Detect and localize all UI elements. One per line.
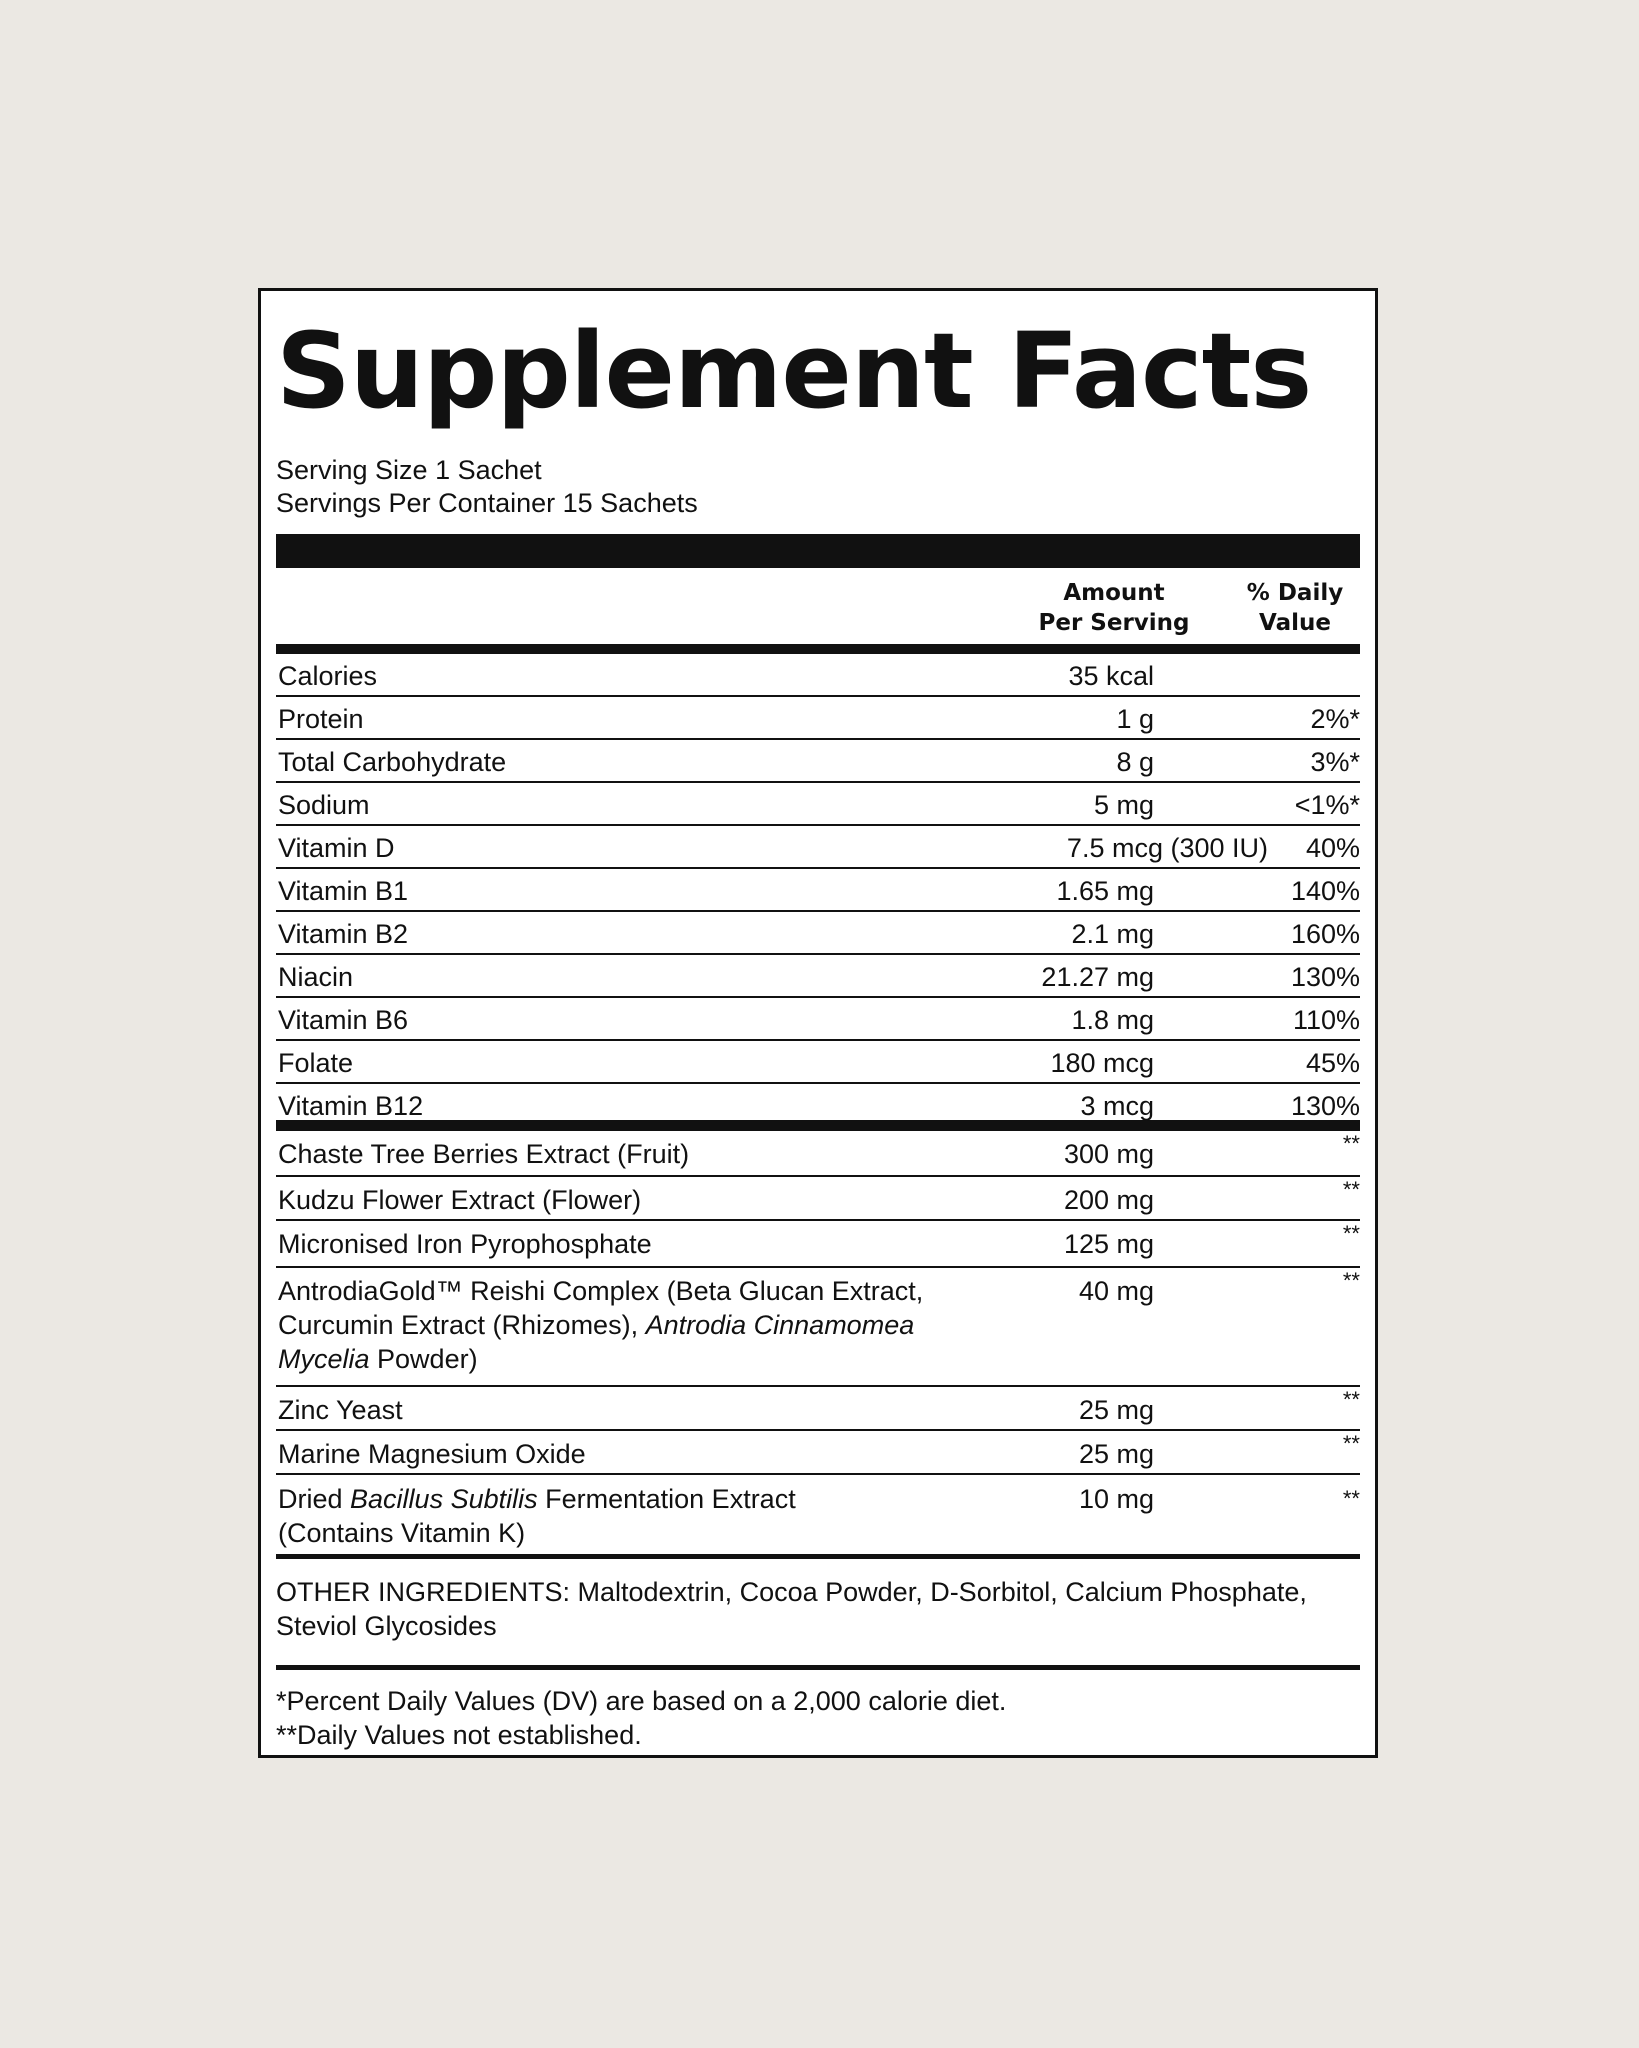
footnote-not-established: **Daily Values not established. xyxy=(276,1720,642,1750)
amount-header xyxy=(1034,578,1194,638)
nutrient-dv: 40% xyxy=(1305,833,1360,863)
nutrient-amount: 2.1 mg xyxy=(1071,919,1154,949)
ingredient-name-text: AntrodiaGold™ Reishi Complex (Beta Glucan Extract, Curcumin Extract (Rhizomes), xyxy=(278,1276,924,1340)
daily-value-header xyxy=(1230,578,1360,638)
nutrient-name: Protein xyxy=(278,704,364,734)
table-row xyxy=(276,697,1360,740)
ingredient-dv: ** xyxy=(1342,1131,1360,1156)
ingredient-name: Kudzu Flower Extract (Flower) xyxy=(278,1185,642,1215)
nutrient-dv: 2%* xyxy=(1310,704,1360,734)
table-row xyxy=(276,783,1360,826)
other-ingredients: OTHER INGREDIENTS: Maltodextrin, Cocoa Powder, D-Sorbitol, Calcium Phosphate, Steviol Glycosides xyxy=(276,1559,1360,1670)
ingredient-name: Zinc Yeast xyxy=(278,1395,403,1425)
nutrient-dv: 45% xyxy=(1305,1048,1360,1078)
ingredient-amount: 125 mg xyxy=(1063,1229,1154,1259)
nutrient-amount: 3 mcg xyxy=(1080,1091,1154,1121)
ingredient-dv: ** xyxy=(1342,1268,1360,1293)
table-row xyxy=(276,740,1360,783)
supplement-facts-panel xyxy=(258,288,1378,1758)
nutrient-amount: 7.5 mcg (300 IU) xyxy=(1066,833,1268,863)
table-row xyxy=(276,998,1360,1041)
table-row xyxy=(276,1431,1360,1475)
nutrient-name: Vitamin B1 xyxy=(278,876,409,906)
ingredient-dv: ** xyxy=(1342,1177,1360,1202)
nutrient-name: Niacin xyxy=(278,962,354,992)
footnote-daily-values: *Percent Daily Values (DV) are based on a 2,000 calorie diet. xyxy=(276,1686,1007,1716)
nutrient-amount: 8 g xyxy=(1116,747,1154,777)
nutrient-amount: 1.8 mg xyxy=(1071,1005,1154,1035)
nutrient-name: Calories xyxy=(278,661,378,691)
ingredient-dv: ** xyxy=(1342,1387,1360,1412)
ingredient-amount: 10 mg xyxy=(1078,1484,1154,1514)
serving-size: Serving Size 1 Sachet xyxy=(276,455,542,485)
nutrient-dv: 130% xyxy=(1290,962,1360,992)
ingredient-dv: ** xyxy=(1342,1431,1360,1456)
nutrient-dv: <1%* xyxy=(1294,790,1360,820)
table-row xyxy=(276,912,1360,955)
amount-header-line1: Amount xyxy=(1063,580,1165,606)
ingredient-name: Chaste Tree Berries Extract (Fruit) xyxy=(278,1139,690,1169)
table-row xyxy=(276,1268,1360,1387)
ingredient-name-italic: Bacillus Subtilis xyxy=(350,1484,538,1514)
nutrient-name: Vitamin D xyxy=(278,833,395,863)
nutrient-name: Total Carbohydrate xyxy=(278,747,507,777)
nutrient-name: Vitamin B6 xyxy=(278,1005,409,1035)
panel-title: Supplement Facts xyxy=(276,310,1312,432)
nutrient-amount: 5 mg xyxy=(1093,790,1154,820)
ingredient-amount: 300 mg xyxy=(1063,1139,1154,1169)
ingredient-name-text: Powder) xyxy=(369,1344,478,1374)
nutrient-name: Vitamin B2 xyxy=(278,919,409,949)
nutrient-dv: 110% xyxy=(1292,1005,1360,1035)
ingredient-name-italic: Antrodia Cinnamomea Mycelia xyxy=(278,1310,915,1374)
table-row xyxy=(276,1221,1360,1268)
nutrient-name: Sodium xyxy=(278,790,370,820)
table-row xyxy=(276,1475,1360,1559)
dv-header-line1: % Daily xyxy=(1246,580,1344,606)
ingredient-name xyxy=(278,1482,838,1550)
ingredient-amount: 25 mg xyxy=(1078,1395,1154,1425)
nutrient-dv: 140% xyxy=(1290,876,1360,906)
ingredient-amount: 25 mg xyxy=(1078,1439,1154,1469)
ingredient-amount: 40 mg xyxy=(1078,1276,1154,1306)
serving-info xyxy=(276,454,1360,520)
ingredient-dv: ** xyxy=(1342,1486,1360,1511)
ingredient-dv: ** xyxy=(1342,1221,1360,1246)
ingredient-name: Micronised Iron Pyrophosphate xyxy=(278,1229,652,1259)
nutrient-dv: 160% xyxy=(1290,919,1360,949)
table-row xyxy=(276,654,1360,697)
ingredient-name-text: Dried xyxy=(278,1484,351,1514)
nutrient-amount: 35 kcal xyxy=(1068,661,1154,691)
ingredient-amount: 200 mg xyxy=(1063,1185,1154,1215)
dv-header-line2: Value xyxy=(1259,610,1331,636)
nutrient-name: Folate xyxy=(278,1048,354,1078)
table-row xyxy=(276,1387,1360,1431)
nutrient-dv: 3%* xyxy=(1310,747,1360,777)
servings-per-container: Servings Per Container 15 Sachets xyxy=(276,488,698,518)
nutrient-amount: 1 g xyxy=(1116,704,1154,734)
table-row xyxy=(276,1131,1360,1177)
ingredient-name xyxy=(278,1274,998,1376)
nutrient-amount: 180 mcg xyxy=(1050,1048,1154,1078)
column-header xyxy=(276,568,1360,654)
footnotes xyxy=(276,1670,1360,1752)
table-row xyxy=(276,1041,1360,1084)
thick-divider xyxy=(276,534,1360,568)
ingredient-name: Marine Magnesium Oxide xyxy=(278,1439,586,1469)
nutrient-amount: 1.65 mg xyxy=(1056,876,1154,906)
nutrient-name: Vitamin B12 xyxy=(278,1091,424,1121)
amount-header-line2: Per Serving xyxy=(1038,610,1190,636)
table-row xyxy=(276,1177,1360,1221)
ingredient-name-text: Fermentation Extract (Contains Vitamin K) xyxy=(278,1484,796,1548)
table-row xyxy=(276,826,1360,869)
table-row xyxy=(276,869,1360,912)
nutrient-amount: 21.27 mg xyxy=(1041,962,1154,992)
table-row xyxy=(276,1084,1360,1131)
nutrient-dv: 130% xyxy=(1290,1091,1360,1121)
table-row xyxy=(276,955,1360,998)
